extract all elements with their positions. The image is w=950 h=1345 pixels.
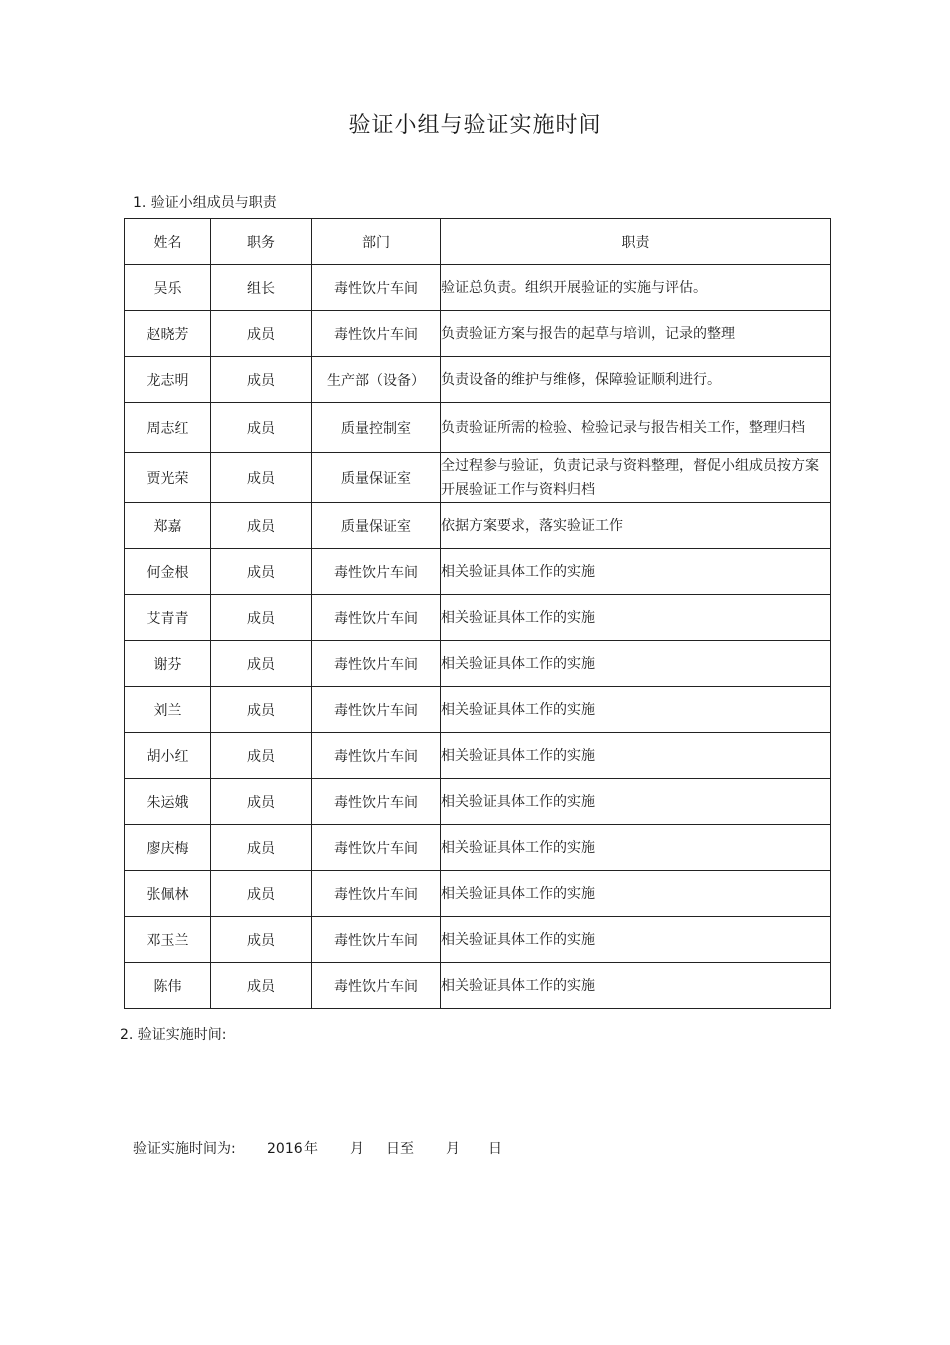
member-name: 朱运娥	[125, 779, 211, 825]
member-duty: 相关验证具体工作的实施	[441, 871, 831, 917]
member-duty: 验证总负责。组织开展验证的实施与评估。	[441, 265, 831, 311]
implementation-day-to: 日至	[386, 1141, 414, 1157]
member-duty: 相关验证具体工作的实施	[441, 687, 831, 733]
member-dept: 毒性饮片车间	[312, 549, 441, 595]
member-role: 成员	[211, 357, 312, 403]
table-row	[125, 917, 831, 963]
member-dept: 质量保证室	[312, 503, 441, 549]
member-duty: 相关验证具体工作的实施	[441, 641, 831, 687]
member-role: 成员	[211, 503, 312, 549]
member-duty: 负责验证方案与报告的起草与培训，记录的整理	[441, 311, 831, 357]
header-role: 职务	[211, 219, 312, 265]
table-row	[125, 779, 831, 825]
table-row	[125, 311, 831, 357]
table-row	[125, 641, 831, 687]
member-role: 成员	[211, 871, 312, 917]
implementation-month-unit-2: 月	[446, 1141, 460, 1157]
member-dept: 毒性饮片车间	[312, 779, 441, 825]
member-duty: 相关验证具体工作的实施	[441, 779, 831, 825]
member-role: 成员	[211, 549, 312, 595]
member-name: 陈伟	[125, 963, 211, 1009]
table-row	[125, 403, 831, 453]
member-role: 成员	[211, 687, 312, 733]
header-name: 姓名	[125, 219, 211, 265]
member-role: 成员	[211, 595, 312, 641]
member-name: 贾光荣	[125, 453, 211, 503]
table-row	[125, 549, 831, 595]
member-name: 廖庆梅	[125, 825, 211, 871]
member-duty: 相关验证具体工作的实施	[441, 549, 831, 595]
member-name: 刘兰	[125, 687, 211, 733]
member-duty: 依据方案要求，落实验证工作	[441, 503, 831, 549]
member-role: 组长	[211, 265, 312, 311]
table-row	[125, 687, 831, 733]
page-title: 验证小组与验证实施时间	[348, 113, 602, 138]
member-role: 成员	[211, 641, 312, 687]
member-role: 成员	[211, 779, 312, 825]
member-duty: 相关验证具体工作的实施	[441, 825, 831, 871]
member-role: 成员	[211, 403, 312, 453]
member-name: 赵晓芳	[125, 311, 211, 357]
implementation-year: 2016	[267, 1141, 303, 1157]
member-role: 成员	[211, 453, 312, 503]
table-row	[125, 733, 831, 779]
member-duty: 相关验证具体工作的实施	[441, 733, 831, 779]
table-row	[125, 595, 831, 641]
implementation-month-unit: 月	[350, 1141, 364, 1157]
header-duty: 职责	[441, 219, 831, 265]
member-dept: 毒性饮片车间	[312, 265, 441, 311]
section-1-heading: 1. 验证小组成员与职责	[133, 195, 277, 211]
member-name: 张佩林	[125, 871, 211, 917]
member-name: 周志红	[125, 403, 211, 453]
member-dept: 毒性饮片车间	[312, 963, 441, 1009]
header-dept: 部门	[312, 219, 441, 265]
implementation-day-unit: 日	[488, 1141, 502, 1157]
member-dept: 毒性饮片车间	[312, 917, 441, 963]
table-row	[125, 265, 831, 311]
member-role: 成员	[211, 963, 312, 1009]
table-row	[125, 453, 831, 503]
member-dept: 毒性饮片车间	[312, 311, 441, 357]
table-header-row	[125, 219, 831, 265]
member-name: 吴乐	[125, 265, 211, 311]
table-row	[125, 825, 831, 871]
member-dept: 毒性饮片车间	[312, 871, 441, 917]
member-name: 何金根	[125, 549, 211, 595]
member-name: 谢芬	[125, 641, 211, 687]
member-dept: 毒性饮片车间	[312, 595, 441, 641]
member-duty: 相关验证具体工作的实施	[441, 595, 831, 641]
member-duty: 负责验证所需的检验、检验记录与报告相关工作，整理归档	[441, 403, 831, 453]
member-duty: 相关验证具体工作的实施	[441, 917, 831, 963]
table-row	[125, 871, 831, 917]
member-name: 艾青青	[125, 595, 211, 641]
member-dept: 毒性饮片车间	[312, 825, 441, 871]
implementation-time-line	[133, 1138, 502, 1158]
member-duty: 全过程参与验证，负责记录与资料整理，督促小组成员按方案开展验证工作与资料归档	[441, 453, 831, 503]
table-row	[125, 503, 831, 549]
member-name: 龙志明	[125, 357, 211, 403]
member-dept: 毒性饮片车间	[312, 733, 441, 779]
implementation-label: 验证实施时间为:	[133, 1141, 236, 1157]
member-dept: 质量控制室	[312, 403, 441, 453]
member-dept: 毒性饮片车间	[312, 687, 441, 733]
member-dept: 生产部（设备）	[312, 357, 441, 403]
member-name: 邓玉兰	[125, 917, 211, 963]
member-role: 成员	[211, 733, 312, 779]
table-row	[125, 963, 831, 1009]
member-role: 成员	[211, 311, 312, 357]
member-duty: 负责设备的维护与维修，保障验证顺利进行。	[441, 357, 831, 403]
member-role: 成员	[211, 825, 312, 871]
members-table	[124, 218, 831, 1009]
section-2-heading: 2. 验证实施时间:	[120, 1027, 227, 1043]
member-dept: 毒性饮片车间	[312, 641, 441, 687]
member-dept: 质量保证室	[312, 453, 441, 503]
member-role: 成员	[211, 917, 312, 963]
table-row	[125, 357, 831, 403]
implementation-year-unit: 年	[304, 1141, 318, 1157]
member-name: 胡小红	[125, 733, 211, 779]
member-name: 郑嘉	[125, 503, 211, 549]
member-duty: 相关验证具体工作的实施	[441, 963, 831, 1009]
